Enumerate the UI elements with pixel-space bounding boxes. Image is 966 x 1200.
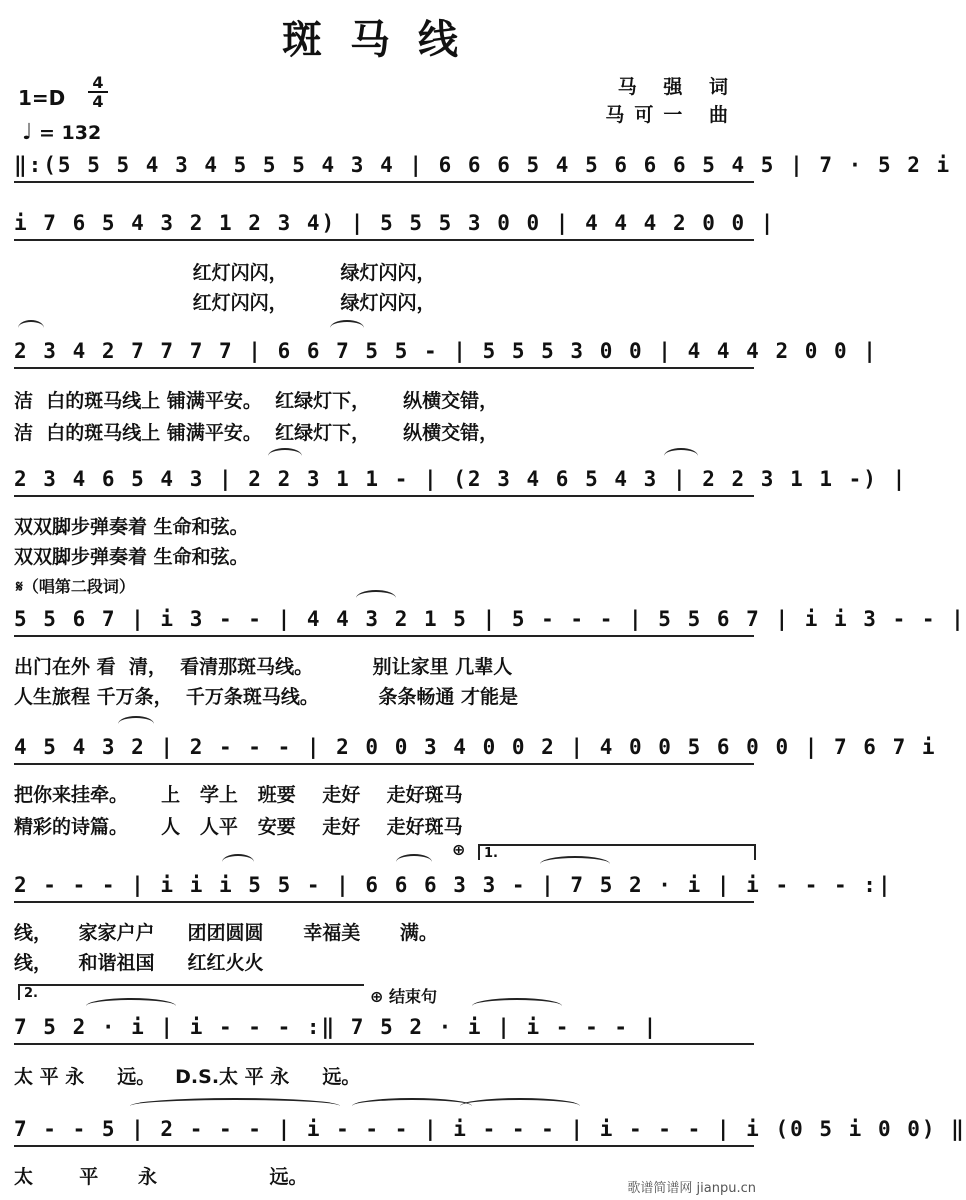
lyric-line: 精彩的诗篇。 人 人平 安要 走好 走好斑马 (14, 816, 463, 838)
slur (356, 590, 396, 606)
lyric-line: 红灯闪闪， 绿灯闪闪， (14, 292, 436, 314)
tempo-marking (22, 120, 101, 145)
notation-line: 7 5 2 · i | i - - - :‖ 7 5 2 · i | i - - - | (14, 1014, 754, 1045)
volta-2: 2. (18, 984, 364, 1000)
notation-line: 4 5 4 3 2 | 2 - - - | 2 0 0 3 4 0 0 2 | 4 0 0 5 6 0 0 | 7 6 7 i (14, 734, 754, 765)
notation-line: 2 3 4 6 5 4 3 | 2 2 3 1 1 - | (2 3 4 6 5 4 3 | 2 2 3 1 1 -) | (14, 466, 754, 497)
slur (268, 448, 302, 464)
slur (664, 448, 698, 464)
slur (18, 320, 44, 336)
slur (86, 998, 176, 1014)
notation-line: 2 - - - | i i i 5 5 - | 6 6 6 3 3 - | 7 5 2 · i | i - - - :| (14, 872, 754, 903)
slur (330, 320, 364, 336)
tie (352, 1098, 472, 1114)
watermark-footer: 歌谱简谱网 jianpu.cn (627, 1181, 756, 1196)
notation-line: 5 5 6 7 | i 3 - - | 4 4 3 2 1 5 | 5 - - - | 5 5 6 7 | i i 3 - - | (14, 606, 754, 637)
lyric-line: 人生旅程 千万条， 千万条斑马线。 条条畅通 才能是 (14, 686, 518, 708)
notation-line: i 7 6 5 4 3 2 1 2 3 4) | 5 5 5 3 0 0 | 4 4 4 2 0 0 | (14, 210, 754, 241)
lyric-line: 线， 家家户户 团团圆圆 幸福美 满。 (14, 922, 438, 944)
lyric-line: 洁 白的斑马线上 铺满平安。 红绿灯下， 纵横交错， (14, 422, 499, 444)
key-signature: 1=D (18, 86, 66, 110)
lyric-line: 把你来挂牵。 上 学上 班要 走好 走好斑马 (14, 784, 463, 806)
slur (118, 716, 154, 732)
lyric-line: 线， 和谐祖国 红红火火 (14, 952, 264, 974)
lyric-line: 红灯闪闪， 绿灯闪闪， (14, 262, 436, 284)
slur (396, 854, 432, 870)
song-title: 斑马线 (282, 16, 486, 63)
lyric-line: 双双脚步弹奏着 生命和弦。 (14, 546, 249, 568)
lyric-line: 太 平 永 远。 D.S.太 平 永 远。 (14, 1066, 361, 1088)
quarter-note-icon: ♩ (22, 120, 33, 145)
lyric-line: 双双脚步弹奏着 生命和弦。 (14, 516, 249, 538)
notation-line: 7 - - 5 | 2 - - - | i - - - | i - - - | i - - - | i (0 5 i 0 0) ‖ (14, 1116, 754, 1147)
volta-1: 1. (478, 844, 756, 860)
lyricist-credit: 马 强 词 (617, 76, 738, 98)
composer-credit: 马可一 曲 (605, 104, 738, 126)
lyric-line: 洁 白的斑马线上 铺满平安。 红绿灯下， 纵横交错， (14, 390, 499, 412)
notation-line: ‖:(5 5 5 4 3 4 5 5 5 4 3 4 | 6 6 6 5 4 5 6 6 6 5 4 5 | 7 · 5 2 i (14, 152, 754, 183)
time-signature-bottom: 4 (88, 91, 108, 110)
slur (540, 856, 610, 872)
time-signature (88, 74, 108, 110)
coda-mark-icon: ⊕ (452, 840, 466, 859)
slur (472, 998, 562, 1014)
tie (460, 1098, 580, 1114)
tie (130, 1098, 340, 1114)
slur (222, 854, 254, 870)
coda-ending-label: ⊕ 结束句 (370, 987, 437, 1006)
segno-note: 𝄋（唱第二段词） (16, 577, 135, 596)
time-signature-top: 4 (92, 73, 104, 92)
lyric-line: 太 平 永 远。 (14, 1166, 308, 1188)
notation-line: 2 3 4 2 7 7 7 7 | 6 6 7 5 5 - | 5 5 5 3 0 0 | 4 4 4 2 0 0 | (14, 338, 754, 369)
lyric-line: 出门在外 看 清， 看清那斑马线。 别让家里 几辈人 (14, 656, 513, 678)
tempo-value: = 132 (39, 122, 102, 144)
